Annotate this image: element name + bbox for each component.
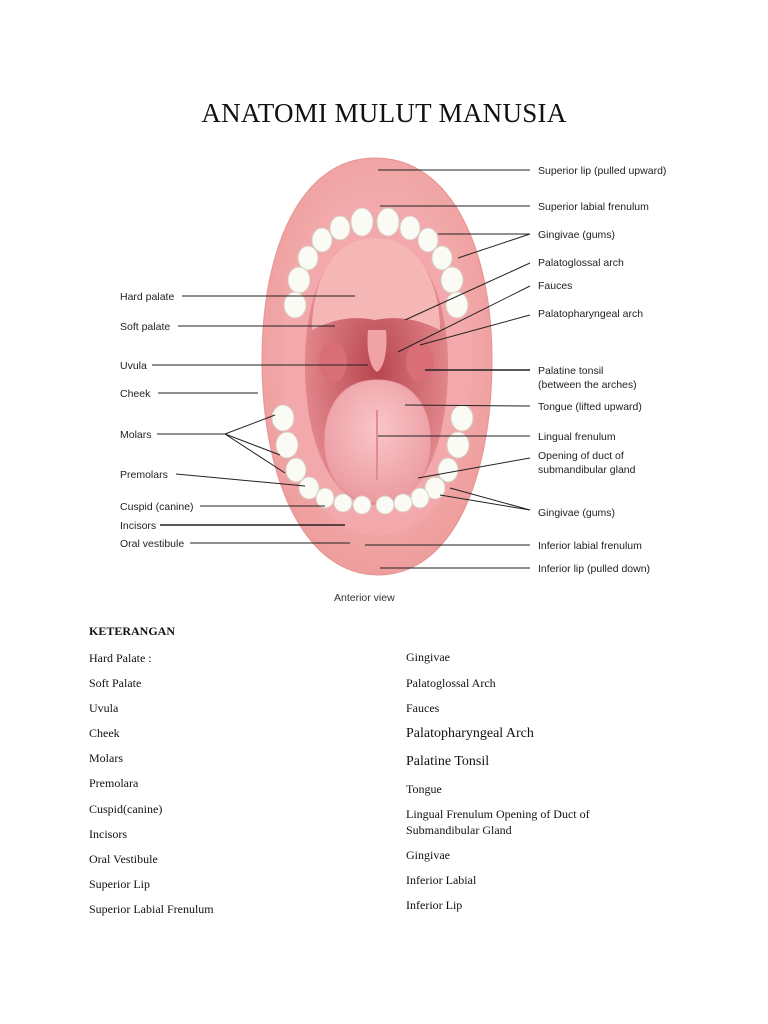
diagram-caption: Anterior view bbox=[334, 592, 395, 604]
label-inferior-labial-frenulum: Inferior labial frenulum bbox=[538, 540, 642, 552]
legend-item: Cuspid(canine) bbox=[89, 802, 163, 816]
label-superior-labial-frenulum: Superior labial frenulum bbox=[538, 201, 649, 213]
label-duct-opening-2: submandibular gland bbox=[538, 464, 636, 476]
label-duct-opening-1: Opening of duct of bbox=[538, 450, 624, 462]
label-molars: Molars bbox=[120, 429, 152, 441]
label-superior-lip: Superior lip (pulled upward) bbox=[538, 165, 667, 177]
legend-item: Inferior Labial bbox=[406, 873, 477, 887]
legend-item: Fauces bbox=[406, 701, 440, 715]
label-hard-palate: Hard palate bbox=[120, 291, 175, 303]
palatine-tonsil-left bbox=[319, 342, 347, 382]
legend-item: Palatine Tonsil bbox=[406, 754, 490, 769]
label-between-arches: (between the arches) bbox=[538, 379, 637, 391]
legend-item: Molars bbox=[89, 751, 123, 765]
label-gingivae-upper: Gingivae (gums) bbox=[538, 229, 616, 241]
palatine-tonsil-right bbox=[406, 342, 434, 382]
legend-item: Palatopharyngeal Arch bbox=[406, 726, 534, 741]
legend-item: Superior Labial Frenulum bbox=[89, 902, 214, 916]
legend-item: Soft Palate bbox=[89, 676, 142, 690]
legend-item: Uvula bbox=[89, 701, 119, 715]
legend-item: Gingivae bbox=[406, 650, 450, 664]
label-palatoglossal-arch: Palatoglossal arch bbox=[538, 257, 624, 269]
legend-item: Superior Lip bbox=[89, 877, 150, 891]
label-gingivae-lower: Gingivae (gums) bbox=[538, 507, 616, 519]
label-fauces: Fauces bbox=[538, 280, 573, 292]
legend-item: Tongue bbox=[406, 782, 442, 796]
legend-item: Lingual Frenulum Opening of Duct of Submandibular Gland bbox=[406, 807, 590, 837]
label-incisors: Incisors bbox=[120, 520, 157, 532]
legend-item: Hard Palate : bbox=[89, 651, 152, 665]
label-inferior-lip: Inferior lip (pulled down) bbox=[538, 563, 651, 575]
legend-item: Oral Vestibule bbox=[89, 852, 158, 866]
label-cuspid: Cuspid (canine) bbox=[120, 501, 194, 513]
label-soft-palate: Soft palate bbox=[120, 321, 171, 333]
label-tongue: Tongue (lifted upward) bbox=[538, 401, 642, 413]
page-title: ANATOMI MULUT MANUSIA bbox=[201, 98, 567, 128]
legend-item: Incisors bbox=[89, 827, 127, 841]
legend-heading: KETERANGAN bbox=[89, 624, 176, 638]
label-uvula: Uvula bbox=[120, 360, 147, 372]
legend-item: Inferior Lip bbox=[406, 898, 463, 912]
legend-item: Premolara bbox=[89, 776, 139, 790]
label-premolars: Premolars bbox=[120, 469, 168, 481]
label-cheek: Cheek bbox=[120, 388, 151, 400]
legend-item: Gingivae bbox=[406, 848, 450, 862]
label-palatopharyngeal-arch: Palatopharyngeal arch bbox=[538, 308, 644, 320]
legend-item: Cheek bbox=[89, 726, 120, 740]
legend-item: Palatoglossal Arch bbox=[406, 676, 496, 690]
label-lingual-frenulum: Lingual frenulum bbox=[538, 431, 616, 443]
label-palatine-tonsil: Palatine tonsil bbox=[538, 365, 604, 377]
label-oral-vestibule: Oral vestibule bbox=[120, 538, 185, 550]
